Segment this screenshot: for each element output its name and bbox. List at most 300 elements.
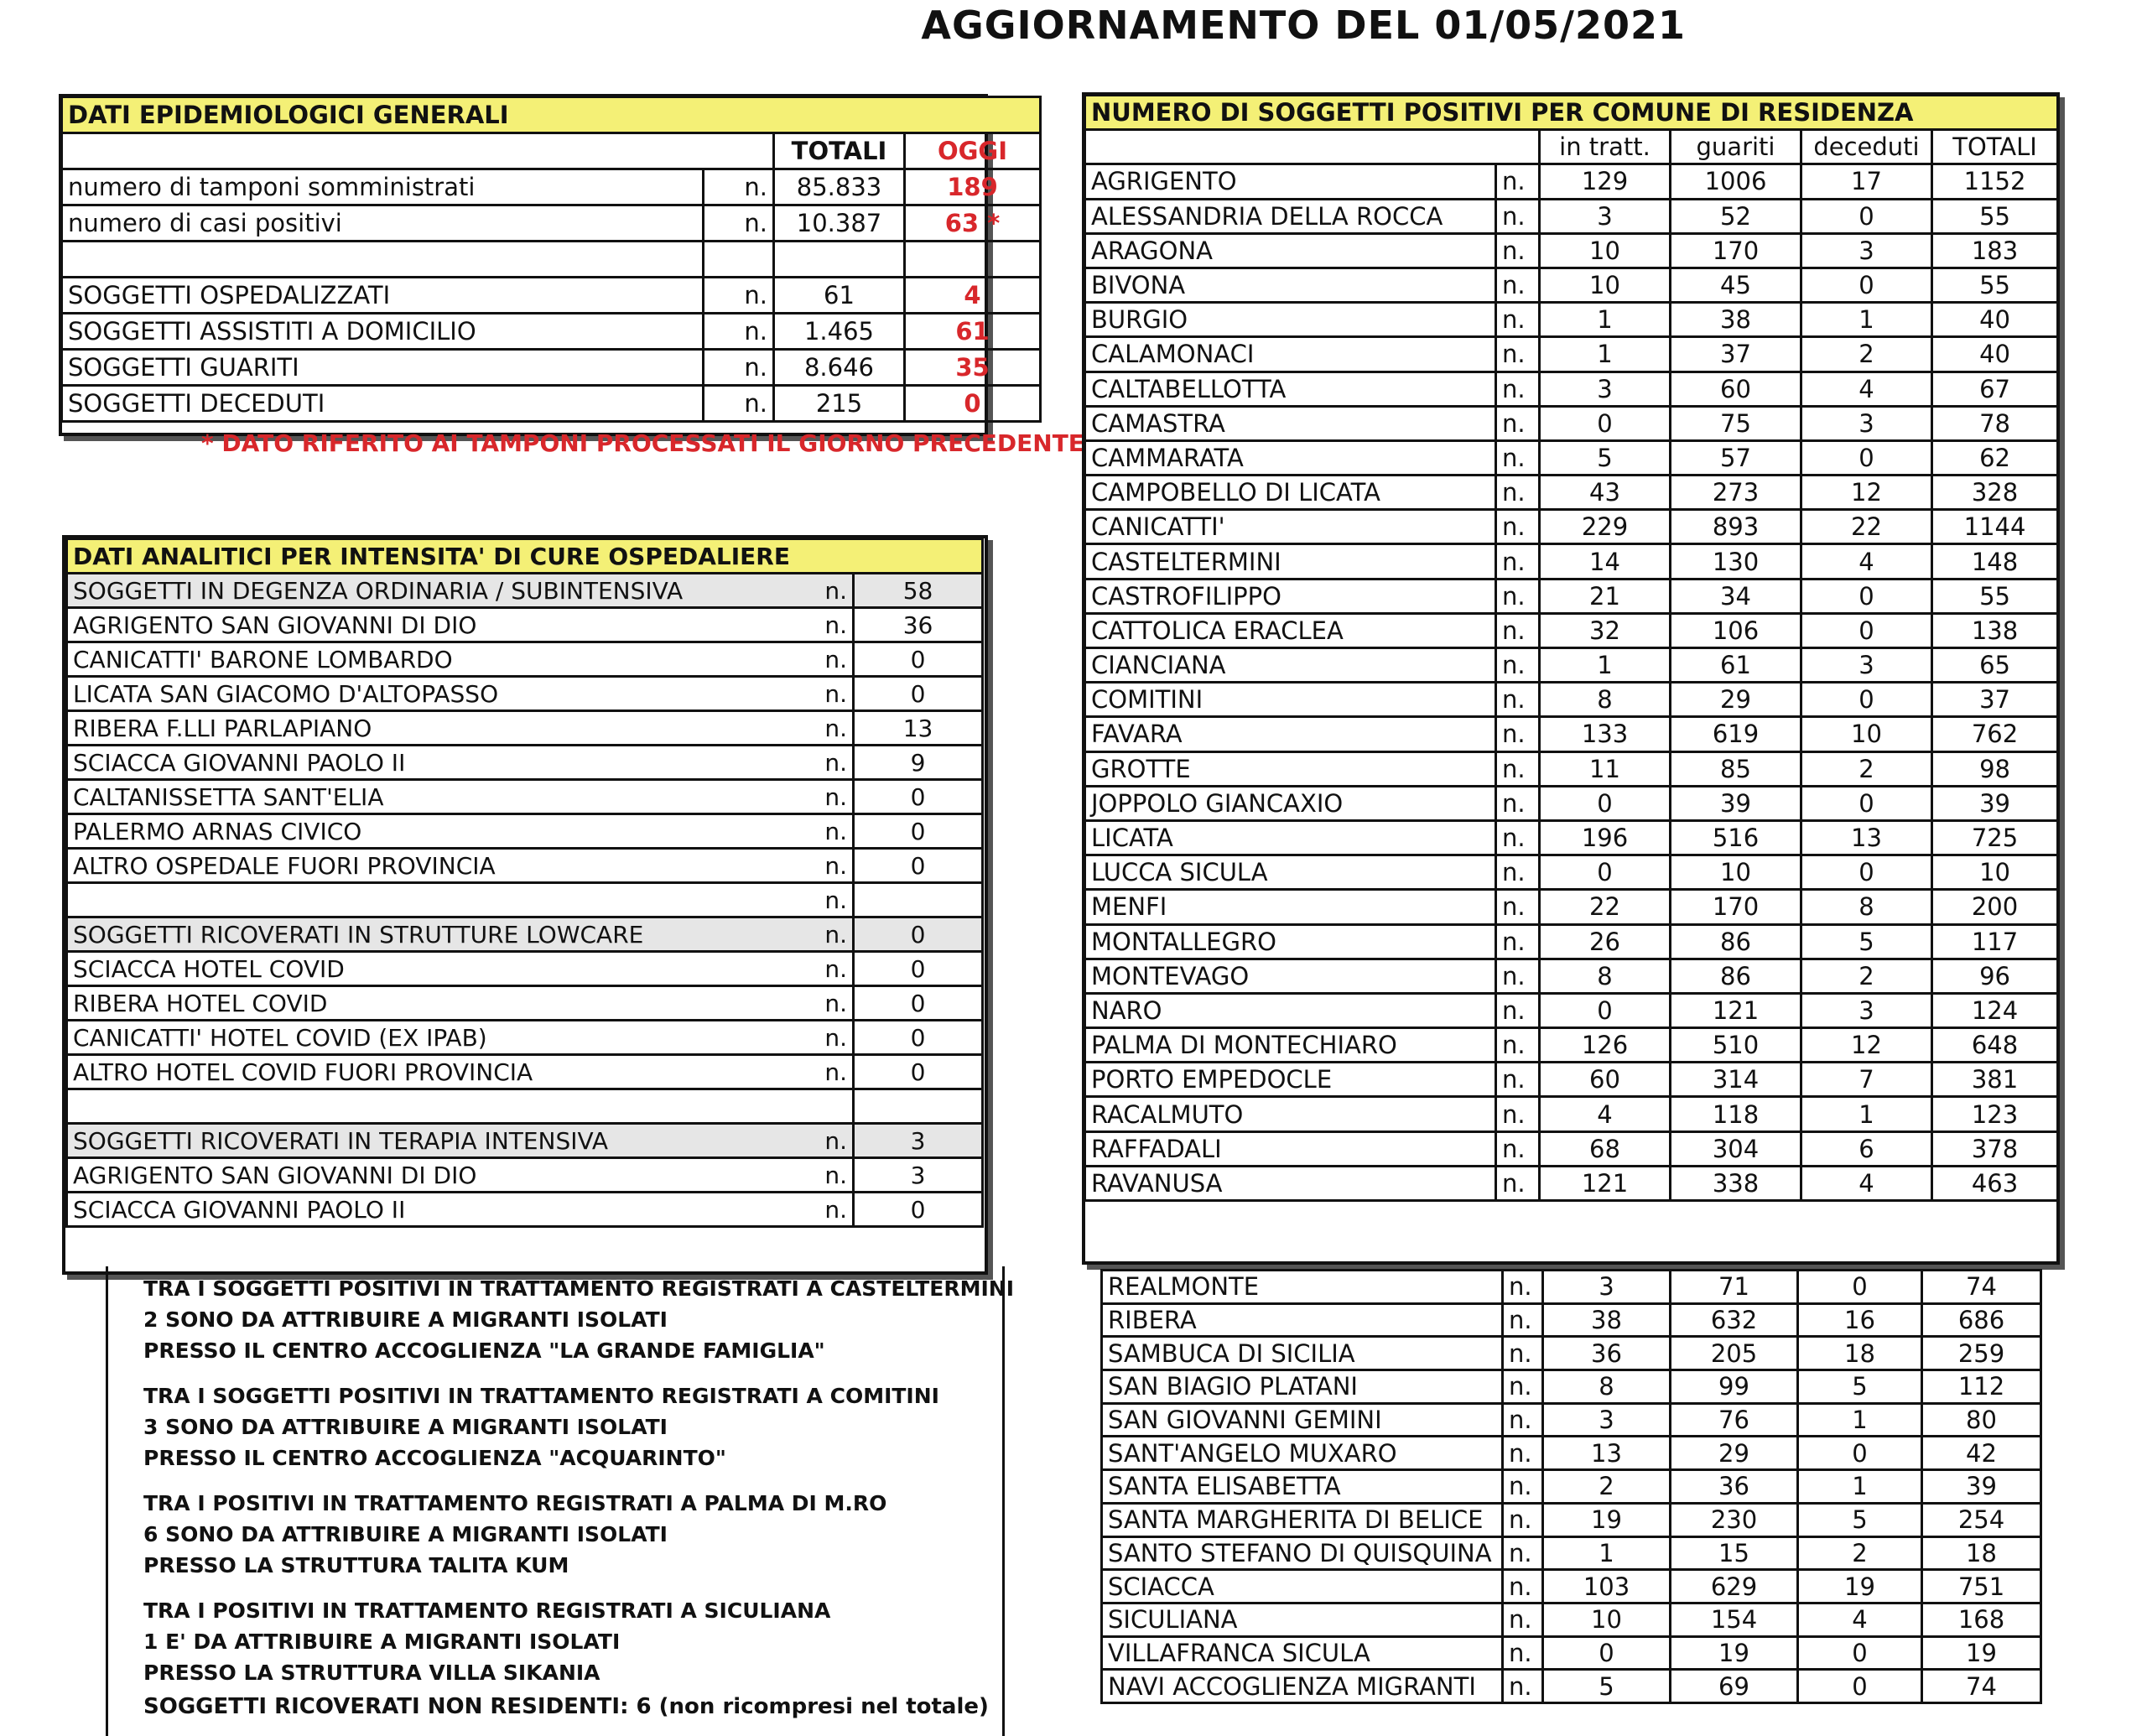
general-row-oggi: 63 *	[905, 205, 1041, 242]
municipality-row	[1085, 476, 2058, 510]
unit-label: n.	[1503, 1437, 1543, 1470]
deceduti-value: 1	[1798, 1403, 1922, 1437]
municipality-name: RAVANUSA	[1085, 1166, 1496, 1200]
unit-label: n.	[1496, 717, 1540, 751]
note-paragraph	[143, 1488, 886, 1581]
in-tratt-value: 13	[1543, 1437, 1671, 1470]
hospital-row-value: 0	[854, 952, 983, 986]
guariti-value: 39	[1671, 786, 1801, 820]
totali-value: 42	[1922, 1437, 2041, 1470]
in-tratt-value: 3	[1540, 372, 1671, 406]
unit-label: n.	[1496, 1028, 1540, 1063]
totali-value: 37	[1932, 683, 2058, 717]
unit-label: n.	[1496, 786, 1540, 820]
deceduti-value: 4	[1801, 372, 1932, 406]
unit-label: n.	[1496, 268, 1540, 302]
unit-label: n.	[1496, 406, 1540, 440]
deceduti-value: 0	[1801, 786, 1932, 820]
totali-value: 78	[1932, 406, 2058, 440]
guariti-value: 130	[1671, 544, 1801, 579]
hospital-group-row	[67, 574, 983, 608]
guariti-value: 52	[1671, 199, 1801, 233]
hospital-row-value: 0	[854, 986, 983, 1021]
municipality-row	[1085, 820, 2058, 855]
unit-label: n.	[1496, 890, 1540, 924]
note-line: 6 SONO DA ATTRIBUIRE A MIGRANTI ISOLATI	[143, 1522, 668, 1546]
totali-value: 117	[1932, 924, 2058, 959]
deceduti-value: 17	[1801, 164, 1932, 199]
municipality-row	[1102, 1570, 2041, 1603]
in-tratt-value: 103	[1543, 1570, 1671, 1603]
general-row-totali: 10.387	[774, 205, 905, 242]
guariti-value: 338	[1671, 1166, 1801, 1200]
unit-label: n.	[1496, 1166, 1540, 1200]
hospital-row	[67, 1055, 983, 1089]
hospital-row-label: SOGGETTI IN DEGENZA ORDINARIA / SUBINTENSIVA	[67, 574, 780, 608]
note-line: TRA I SOGGETTI POSITIVI IN TRATTAMENTO REGISTRATI A COMITINI	[143, 1384, 939, 1408]
municipality-row	[1085, 372, 2058, 406]
in-tratt-value: 60	[1540, 1063, 1671, 1097]
unit-label: n.	[1496, 544, 1540, 579]
in-tratt-value: 36	[1543, 1337, 1671, 1370]
municipality-row	[1085, 1028, 2058, 1063]
guariti-value: 60	[1671, 372, 1801, 406]
totali-value: 80	[1922, 1403, 2041, 1437]
guariti-value: 69	[1671, 1670, 1798, 1703]
in-tratt-value: 8	[1540, 959, 1671, 993]
general-row	[62, 205, 1041, 242]
hospital-row-value: 36	[854, 608, 983, 642]
hospital-row-value: 3	[854, 1124, 983, 1158]
deceduti-value: 3	[1801, 993, 1932, 1027]
deceduti-value: 13	[1801, 820, 1932, 855]
deceduti-value: 19	[1798, 1570, 1922, 1603]
in-tratt-value: 10	[1540, 268, 1671, 302]
guariti-value: 29	[1671, 683, 1801, 717]
totali-value: 55	[1932, 579, 2058, 613]
municipality-row	[1085, 233, 2058, 268]
totali-value: 1152	[1932, 164, 2058, 199]
totali-value: 98	[1932, 751, 2058, 786]
municipality-row	[1102, 1636, 2041, 1670]
in-tratt-value: 4	[1540, 1097, 1671, 1131]
municipality-name: MENFI	[1085, 890, 1496, 924]
guariti-value: 154	[1671, 1603, 1798, 1636]
municipality-row	[1085, 786, 2058, 820]
totali-value: 378	[1932, 1131, 2058, 1166]
in-tratt-value: 0	[1543, 1636, 1671, 1670]
general-row	[62, 350, 1041, 386]
hospital-row	[67, 952, 983, 986]
guariti-value: 1006	[1671, 164, 1801, 199]
municipality-row	[1085, 613, 2058, 647]
totali-value: 18	[1922, 1536, 2041, 1570]
totali-value: 112	[1922, 1370, 2041, 1404]
unit-label: n.	[780, 849, 854, 883]
municipality-name: SANTO STEFANO DI QUISQUINA	[1102, 1536, 1503, 1570]
deceduti-value: 7	[1801, 1063, 1932, 1097]
guariti-value: 205	[1671, 1337, 1798, 1370]
municipality-name: CALTABELLOTTA	[1085, 372, 1496, 406]
guariti-value: 19	[1671, 1636, 1798, 1670]
general-footnote: * DATO RIFERITO AI TAMPONI PROCESSATI IL GIORNO PRECEDENTE	[201, 429, 1084, 457]
municipality-name: CAMMARATA	[1085, 440, 1496, 475]
totali-value: 1144	[1932, 510, 2058, 544]
municipality-row	[1102, 1503, 2041, 1536]
general-row-totali: 8.646	[774, 350, 905, 386]
blank-cell	[62, 133, 774, 169]
deceduti-value: 5	[1798, 1503, 1922, 1536]
hospital-header-row	[67, 539, 983, 574]
municipality-name: SAN BIAGIO PLATANI	[1102, 1370, 1503, 1404]
hospital-row-value: 0	[854, 917, 983, 952]
general-row	[62, 278, 1041, 314]
unit-label: n.	[1503, 1337, 1543, 1370]
in-tratt-value: 3	[1543, 1271, 1671, 1304]
municipality-row	[1102, 1337, 2041, 1370]
deceduti-value: 5	[1798, 1370, 1922, 1404]
in-tratt-value: 5	[1540, 440, 1671, 475]
municipality-name: ARAGONA	[1085, 233, 1496, 268]
general-row-label: SOGGETTI DECEDUTI	[62, 386, 704, 422]
note-paragraph	[143, 1380, 939, 1474]
deceduti-value: 3	[1801, 233, 1932, 268]
municipality-row	[1085, 751, 2058, 786]
hospital-row-value: 0	[854, 1055, 983, 1089]
unit-label	[780, 1089, 854, 1124]
municipality-name: SANT'ANGELO MUXARO	[1102, 1437, 1503, 1470]
general-row-label: numero di casi positivi	[62, 205, 704, 242]
general-header: DATI EPIDEMIOLOGICI GENERALI	[62, 97, 1041, 133]
municipality-row	[1085, 924, 2058, 959]
totali-value: 259	[1922, 1337, 2041, 1370]
hospital-row-label: SCIACCA GIOVANNI PAOLO II	[67, 1193, 780, 1227]
guariti-value: 893	[1671, 510, 1801, 544]
totali-value: 123	[1932, 1097, 2058, 1131]
notes-box	[106, 1266, 1015, 1736]
in-tratt-value: 129	[1540, 164, 1671, 199]
hospital-row-label: RIBERA F.LLI PARLAPIANO	[67, 711, 780, 746]
municipality-name: PALMA DI MONTECHIARO	[1085, 1028, 1496, 1063]
general-row-totali: 85.833	[774, 169, 905, 205]
unit-label: n.	[780, 608, 854, 642]
municipality-row	[1085, 683, 2058, 717]
general-row-totali	[774, 242, 905, 278]
residence-table	[1084, 94, 2059, 1202]
guariti-value: 629	[1671, 1570, 1798, 1603]
in-tratt-value: 1	[1543, 1536, 1671, 1570]
deceduti-value: 0	[1801, 855, 1932, 890]
note-line: TRA I POSITIVI IN TRATTAMENTO REGISTRATI A PALMA DI M.RO	[143, 1491, 887, 1515]
deceduti-value: 2	[1801, 337, 1932, 372]
hospital-row-label: LICATA SAN GIACOMO D'ALTOPASSO	[67, 677, 780, 711]
unit-label: n.	[780, 1021, 854, 1055]
guariti-value: 85	[1671, 751, 1801, 786]
municipality-row	[1085, 648, 2058, 683]
hospital-row	[67, 883, 983, 917]
unit-label: n.	[704, 386, 774, 422]
hospital-row	[67, 677, 983, 711]
totali-value: 55	[1932, 268, 2058, 302]
municipality-name: JOPPOLO GIANCAXIO	[1085, 786, 1496, 820]
unit-label: n.	[1496, 579, 1540, 613]
deceduti-value: 2	[1798, 1536, 1922, 1570]
totali-value: 686	[1922, 1303, 2041, 1337]
municipality-name: AGRIGENTO	[1085, 164, 1496, 199]
municipality-row	[1102, 1670, 2041, 1703]
deceduti-value: 16	[1798, 1303, 1922, 1337]
municipality-name: CANICATTI'	[1085, 510, 1496, 544]
municipality-name: NAVI ACCOGLIENZA MIGRANTI	[1102, 1670, 1503, 1703]
hospital-header: DATI ANALITICI PER INTENSITA' DI CURE OSPEDALIERE	[67, 539, 983, 574]
deceduti-value: 22	[1801, 510, 1932, 544]
municipality-name: SCIACCA	[1102, 1570, 1503, 1603]
totali-value: 183	[1932, 233, 2058, 268]
hospital-group-row	[67, 917, 983, 952]
unit-label: n.	[1503, 1271, 1543, 1304]
guariti-value: 75	[1671, 406, 1801, 440]
in-tratt-value: 10	[1543, 1603, 1671, 1636]
unit-label: n.	[1496, 233, 1540, 268]
totali-value: 10	[1932, 855, 2058, 890]
municipality-name: VILLAFRANCA SICULA	[1102, 1636, 1503, 1670]
hospital-row-value: 0	[854, 780, 983, 814]
col-header: in tratt.	[1540, 130, 1671, 164]
municipality-name: SANTA ELISABETTA	[1102, 1470, 1503, 1504]
municipality-row	[1085, 890, 2058, 924]
non-residents-note: SOGGETTI RICOVERATI NON RESIDENTI: 6 (non ricompresi nel totale)	[143, 1694, 989, 1719]
totali-value: 67	[1932, 372, 2058, 406]
deceduti-value: 0	[1801, 199, 1932, 233]
totali-value: 74	[1922, 1271, 2041, 1304]
totali-value: 65	[1932, 648, 2058, 683]
note-line: TRA I POSITIVI IN TRATTAMENTO REGISTRATI A SICULIANA	[143, 1598, 831, 1623]
in-tratt-value: 19	[1543, 1503, 1671, 1536]
note-paragraph	[143, 1595, 830, 1688]
general-table	[60, 96, 1042, 423]
municipality-row	[1102, 1271, 2041, 1304]
deceduti-value: 1	[1798, 1470, 1922, 1504]
general-row-label: SOGGETTI ASSISTITI A DOMICILIO	[62, 314, 704, 350]
hospital-row-label: CANICATTI' HOTEL COVID (EX IPAB)	[67, 1021, 780, 1055]
hospital-row	[67, 642, 983, 677]
in-tratt-value: 11	[1540, 751, 1671, 786]
deceduti-value: 0	[1801, 440, 1932, 475]
deceduti-value: 5	[1801, 924, 1932, 959]
hospital-row-label: SCIACCA GIOVANNI PAOLO II	[67, 746, 780, 780]
totali-value: 254	[1922, 1503, 2041, 1536]
unit-label: n.	[1503, 1570, 1543, 1603]
municipality-row	[1085, 544, 2058, 579]
unit-label: n.	[780, 917, 854, 952]
guariti-value: 36	[1671, 1470, 1798, 1504]
guariti-value: 516	[1671, 820, 1801, 855]
deceduti-value: 10	[1801, 717, 1932, 751]
unit-label: n.	[1503, 1503, 1543, 1536]
general-row-oggi: 61	[905, 314, 1041, 350]
unit-label: n.	[1503, 1636, 1543, 1670]
unit-label: n.	[1496, 820, 1540, 855]
guariti-value: 15	[1671, 1536, 1798, 1570]
unit-label: n.	[1496, 683, 1540, 717]
municipality-row	[1085, 268, 2058, 302]
guariti-value: 71	[1671, 1271, 1798, 1304]
hospital-row	[67, 1193, 983, 1227]
totali-value: 124	[1932, 993, 2058, 1027]
unit-label: n.	[780, 1158, 854, 1193]
hospital-row-label	[67, 1089, 780, 1124]
in-tratt-value: 8	[1540, 683, 1671, 717]
guariti-value: 86	[1671, 959, 1801, 993]
municipality-name: RACALMUTO	[1085, 1097, 1496, 1131]
municipality-name: CAMASTRA	[1085, 406, 1496, 440]
municipality-row	[1102, 1437, 2041, 1470]
municipality-name: SAN GIOVANNI GEMINI	[1102, 1403, 1503, 1437]
hospital-row-value	[854, 883, 983, 917]
guariti-value: 61	[1671, 648, 1801, 683]
municipality-name: CALAMONACI	[1085, 337, 1496, 372]
deceduti-value: 6	[1801, 1131, 1932, 1166]
in-tratt-value: 133	[1540, 717, 1671, 751]
hospital-row-value: 0	[854, 1193, 983, 1227]
note-line: TRA I SOGGETTI POSITIVI IN TRATTAMENTO REGISTRATI A CASTELTERMINI	[143, 1276, 1015, 1301]
deceduti-value: 12	[1801, 1028, 1932, 1063]
unit-label: n.	[1496, 164, 1540, 199]
municipality-name: CAMPOBELLO DI LICATA	[1085, 476, 1496, 510]
note-paragraph	[143, 1273, 1014, 1366]
municipality-name: PORTO EMPEDOCLE	[1085, 1063, 1496, 1097]
in-tratt-value: 38	[1543, 1303, 1671, 1337]
hospital-row-value: 0	[854, 642, 983, 677]
guariti-value: 57	[1671, 440, 1801, 475]
hospital-row	[67, 746, 983, 780]
unit-label: n.	[1496, 303, 1540, 337]
col-oggi: OGGI	[905, 133, 1041, 169]
guariti-value: 76	[1671, 1403, 1798, 1437]
unit-label: n.	[780, 746, 854, 780]
in-tratt-value: 10	[1540, 233, 1671, 268]
guariti-value: 121	[1671, 993, 1801, 1027]
totali-value: 40	[1932, 337, 2058, 372]
hospital-row	[67, 711, 983, 746]
unit-label: n.	[1503, 1536, 1543, 1570]
totali-value: 138	[1932, 613, 2058, 647]
guariti-value: 10	[1671, 855, 1801, 890]
unit-label: n.	[780, 642, 854, 677]
municipality-name: SICULIANA	[1102, 1603, 1503, 1636]
totali-value: 648	[1932, 1028, 2058, 1063]
deceduti-value: 1	[1801, 303, 1932, 337]
totali-value: 762	[1932, 717, 2058, 751]
deceduti-value: 18	[1798, 1337, 1922, 1370]
unit-label: n.	[704, 314, 774, 350]
municipality-row	[1085, 199, 2058, 233]
unit-label: n.	[1496, 1131, 1540, 1166]
deceduti-value: 8	[1801, 890, 1932, 924]
unit-label: n.	[1503, 1370, 1543, 1404]
municipality-row	[1085, 579, 2058, 613]
unit-label: n.	[1496, 199, 1540, 233]
municipality-name: MONTEVAGO	[1085, 959, 1496, 993]
deceduti-value: 0	[1798, 1271, 1922, 1304]
municipality-name: ALESSANDRIA DELLA ROCCA	[1085, 199, 1496, 233]
general-row	[62, 169, 1041, 205]
deceduti-value: 0	[1801, 579, 1932, 613]
unit-label: n.	[780, 1124, 854, 1158]
deceduti-value: 2	[1801, 959, 1932, 993]
hospital-row-value: 0	[854, 677, 983, 711]
note-line: PRESSO LA STRUTTURA TALITA KUM	[143, 1553, 569, 1577]
totali-value: 725	[1932, 820, 2058, 855]
municipality-name: REALMONTE	[1102, 1271, 1503, 1304]
unit-label: n.	[704, 205, 774, 242]
municipality-row	[1085, 164, 2058, 199]
in-tratt-value: 196	[1540, 820, 1671, 855]
totali-value: 381	[1932, 1063, 2058, 1097]
unit-label: n.	[1496, 855, 1540, 890]
general-row-oggi: 189	[905, 169, 1041, 205]
in-tratt-value: 3	[1543, 1403, 1671, 1437]
in-tratt-value: 21	[1540, 579, 1671, 613]
unit-label: n.	[704, 278, 774, 314]
blank-cell	[1085, 130, 1540, 164]
totali-value: 55	[1932, 199, 2058, 233]
page-title: AGGIORNAMENTO DEL 01/05/2021	[921, 3, 1686, 48]
unit-label: n.	[1503, 1670, 1543, 1703]
hospital-row	[67, 849, 983, 883]
unit-label: n.	[780, 574, 854, 608]
municipality-row	[1085, 993, 2058, 1027]
in-tratt-value: 32	[1540, 613, 1671, 647]
guariti-value: 632	[1671, 1303, 1798, 1337]
note-line: 1 E' DA ATTRIBUIRE A MIGRANTI ISOLATI	[143, 1629, 621, 1654]
residence-columns-row	[1085, 130, 2058, 164]
guariti-value: 86	[1671, 924, 1801, 959]
hospital-row-value: 0	[854, 1021, 983, 1055]
municipality-name: LUCCA SICULA	[1085, 855, 1496, 890]
hospital-row	[67, 986, 983, 1021]
note-line: PRESSO IL CENTRO ACCOGLIENZA "ACQUARINTO"	[143, 1446, 726, 1470]
col-totali: TOTALI	[774, 133, 905, 169]
unit-label: n.	[1496, 510, 1540, 544]
hospital-table	[65, 538, 984, 1228]
col-header: TOTALI	[1932, 130, 2058, 164]
municipality-name: BURGIO	[1085, 303, 1496, 337]
municipality-name: LICATA	[1085, 820, 1496, 855]
municipality-name: CASTROFILIPPO	[1085, 579, 1496, 613]
totali-value: 74	[1922, 1670, 2041, 1703]
in-tratt-value: 43	[1540, 476, 1671, 510]
in-tratt-value: 0	[1540, 786, 1671, 820]
residence-header: NUMERO DI SOGGETTI POSITIVI PER COMUNE DI RESIDENZA	[1085, 96, 2058, 130]
hospital-row-label: PALERMO ARNAS CIVICO	[67, 814, 780, 849]
municipality-name: GROTTE	[1085, 751, 1496, 786]
general-row-oggi	[905, 242, 1041, 278]
municipality-row	[1102, 1470, 2041, 1504]
municipality-row	[1102, 1370, 2041, 1404]
general-row	[62, 314, 1041, 350]
unit-label: n.	[780, 814, 854, 849]
residence-table-continued	[1100, 1269, 2042, 1704]
general-row-oggi: 4	[905, 278, 1041, 314]
deceduti-value: 12	[1801, 476, 1932, 510]
unit-label: n.	[1503, 1303, 1543, 1337]
in-tratt-value: 126	[1540, 1028, 1671, 1063]
hospital-row	[67, 608, 983, 642]
guariti-value: 29	[1671, 1437, 1798, 1470]
guariti-value: 273	[1671, 476, 1801, 510]
hospital-row-label: ALTRO OSPEDALE FUORI PROVINCIA	[67, 849, 780, 883]
